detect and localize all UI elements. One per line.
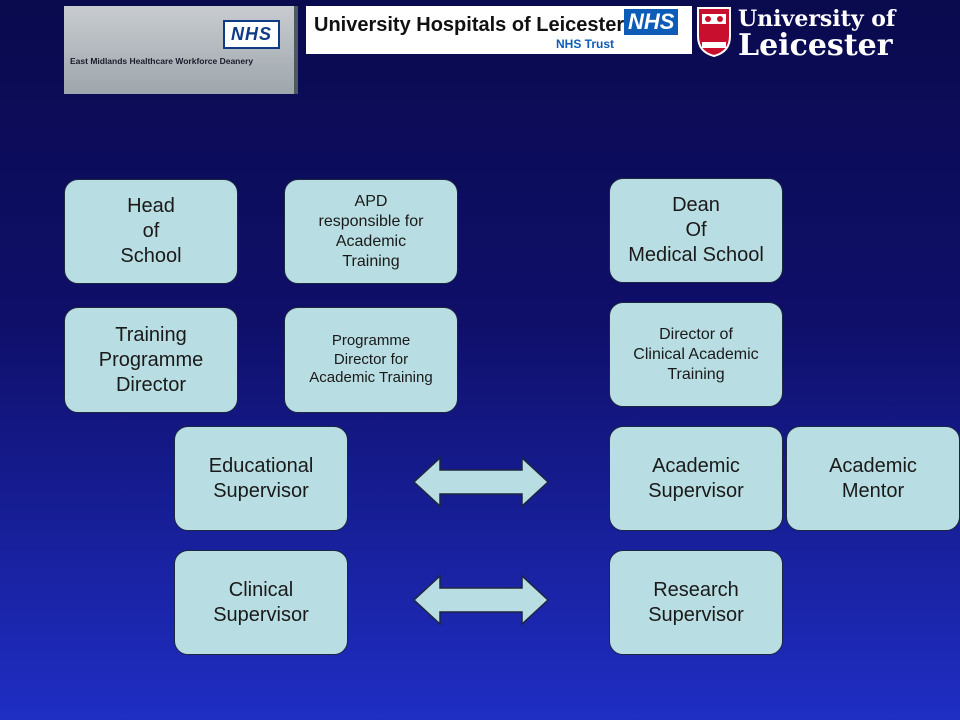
research-supervisor-box — [609, 550, 783, 655]
nhs-badge: NHS — [223, 20, 280, 49]
uhl-logo — [306, 6, 692, 54]
academic-supervisor-label: Academic Supervisor — [648, 454, 744, 502]
trust-label: NHS Trust — [556, 37, 615, 51]
academic-mentor-box — [786, 426, 960, 531]
university-logo — [696, 6, 910, 66]
uol-line2: Leicester — [738, 28, 893, 63]
apd-label: APD responsible for Academic Training — [318, 192, 424, 270]
director-clinical-academic-box — [609, 302, 783, 407]
programme-director-academic-box — [284, 307, 458, 413]
research-supervisor-label: Research Supervisor — [648, 578, 744, 626]
training-programme-director-box — [64, 307, 238, 413]
uhl-name: University Hospitals of Leicester — [314, 14, 625, 36]
dean-box — [609, 178, 783, 283]
double-arrow-icon — [412, 456, 550, 508]
director-clinical-academic-label: Director of Clinical Academic Training — [633, 325, 759, 383]
educational-supervisor-label: Educational Supervisor — [208, 454, 314, 502]
deanery-logo — [64, 6, 298, 94]
dean-label: Dean Of Medical School — [628, 194, 764, 266]
nhs-badge: NHS — [624, 9, 678, 35]
deanery-name: East Midlands Healthcare Workforce Deanery — [70, 56, 254, 66]
head-of-school-box — [64, 179, 238, 284]
training-programme-director-label: Training Programme Director — [98, 323, 204, 396]
double-arrow-icon — [412, 574, 550, 626]
academic-supervisor-box — [609, 426, 783, 531]
programme-director-academic-label: Programme Director for Academic Training — [309, 331, 433, 387]
clinical-supervisor-label: Clinical Supervisor — [213, 578, 309, 626]
uol-line1: University of — [738, 6, 896, 32]
head-of-school-label: Head of School — [120, 195, 182, 267]
shield-icon — [696, 6, 732, 58]
academic-mentor-label: Academic Mentor — [829, 454, 917, 502]
educational-supervisor-box — [174, 426, 348, 531]
clinical-supervisor-box — [174, 550, 348, 655]
apd-box — [284, 179, 458, 284]
